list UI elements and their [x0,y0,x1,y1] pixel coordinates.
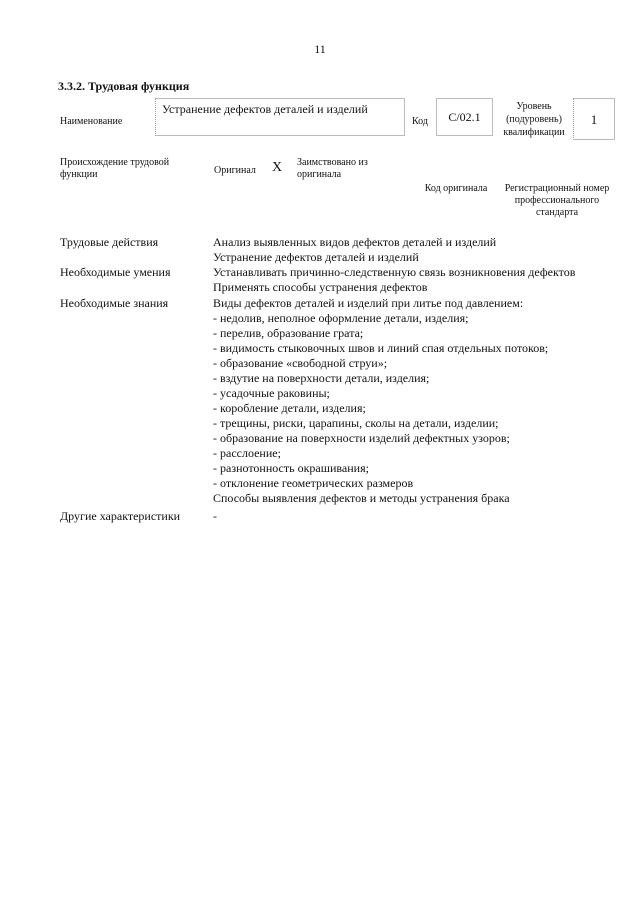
section-items-other [213,509,613,524]
list-item: Применять способы устранения дефектов [213,280,428,294]
list-item: - видимость стыковочных швов и линий спая отдельных потоков; [213,341,549,355]
list-item: - вздутие на поверхности детали, изделия; [213,371,430,385]
name-label: Наименование [60,116,123,127]
section-items-skills [213,265,613,295]
code-original-label: Код оригинала [424,183,488,194]
list-item: - недолив, неполное оформление детали, изделия; [213,311,469,325]
list-item: - трещины, риски, царапины, сколы на детали, изделии; [213,416,499,430]
list-item: Способы выявления дефектов и методы устранения брака [213,491,510,505]
reg-number-label: Регистрационный номер профессионального стандарта [504,183,610,218]
section-label-knowledge: Необходимые знания [60,296,169,310]
list-item: - коробление детали, изделия; [213,401,366,415]
list-item: - отклонение геометрических размеров [213,476,414,490]
code-label: Код [412,116,428,127]
section-label-actions: Трудовые действия [60,235,159,249]
section-title: 3.3.2. Трудовая функция [58,79,190,93]
function-name-field: Устранение дефектов деталей и изделий [155,98,405,136]
list-item: Устранение дефектов деталей и изделий [213,250,419,264]
section-items-knowledge [213,296,613,506]
list-item: - образование на поверхности изделий дефектных узоров; [213,431,510,445]
section-label-skills: Необходимые умения [60,265,171,279]
level-field: 1 [573,98,615,140]
list-item: Устанавливать причинно-следственную связь возникновения дефектов [213,265,576,279]
page-number: 11 [314,42,326,56]
original-label: Оригинал [214,165,256,176]
original-mark: X [272,160,283,175]
level-label: Уровень (подуровень) квалификации [503,101,565,138]
section-label-other: Другие характеристики [60,509,181,523]
list-item: - усадочные раковины; [213,386,330,400]
list-item: Анализ выявленных видов дефектов деталей и изделий [213,235,497,249]
borrowed-label: Заимствовано из оригинала [297,157,368,180]
list-item: - перелив, образование грата; [213,326,364,340]
code-field: C/02.1 [436,98,493,136]
list-item: Виды дефектов деталей и изделий при литье под давлением: [213,296,524,310]
list-item: - образование «свободной струи»; [213,356,388,370]
section-items-actions [213,235,613,265]
origin-label: Происхождение трудовой функции [60,157,170,180]
list-item: - расслоение; [213,446,281,460]
list-item: - [213,509,217,523]
list-item: - разнотонность окрашивания; [213,461,369,475]
